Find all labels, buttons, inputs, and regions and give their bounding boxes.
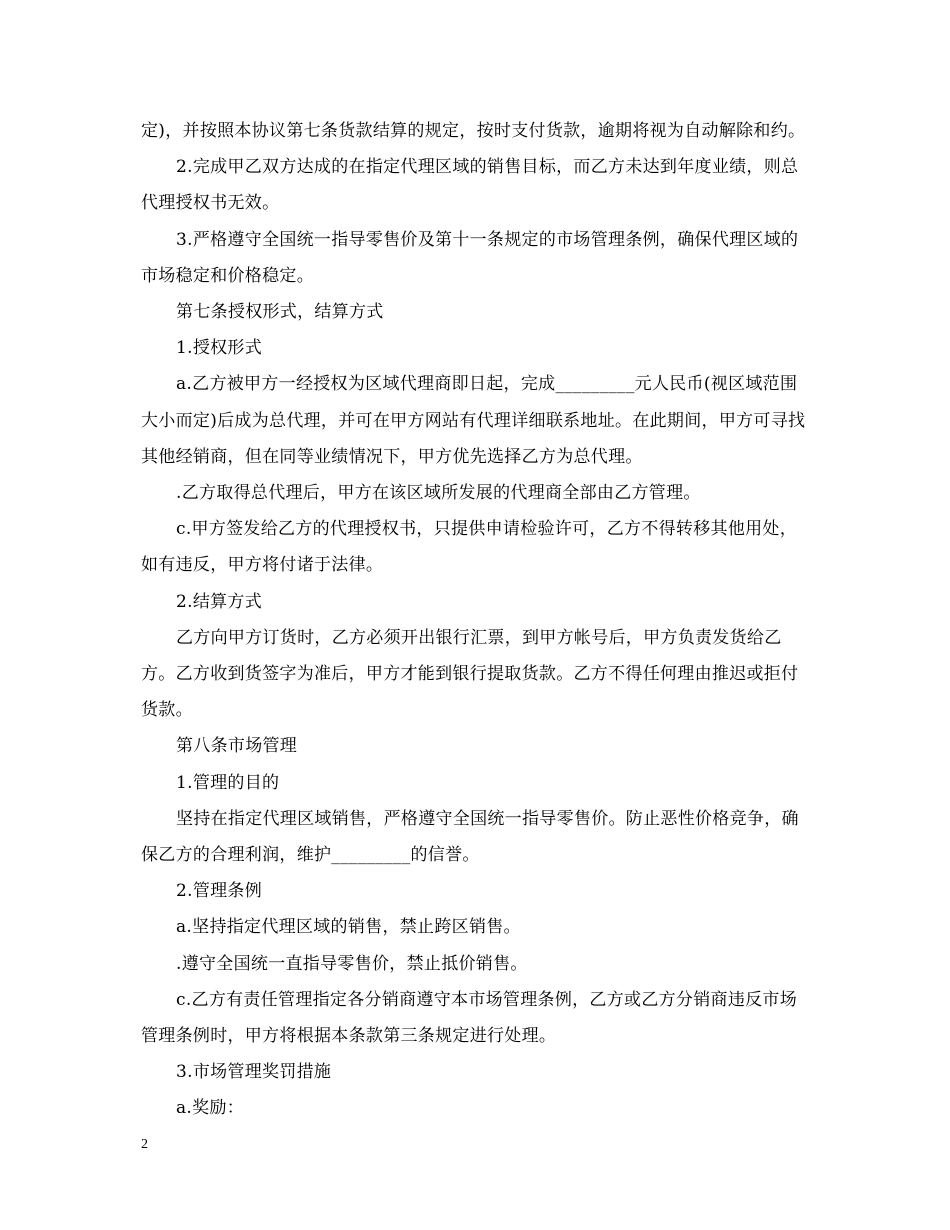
section-heading: 第七条授权形式，结算方式 xyxy=(176,302,384,323)
paragraph: c.乙方有责任管理指定各分销商遵守本市场管理条例，乙方或乙方分销商违反市场管理条例时，甲方将根据本条款第三条规定进行处理。 xyxy=(141,989,798,1047)
paragraph: 坚持在指定代理区域销售，严格遵守全国统一指导零售价。防止恶性价格竞争，确保乙方的合理利润，维护_________的信誉。 xyxy=(141,808,799,866)
paragraph: a.坚持指定代理区域的销售，禁止跨区销售。 xyxy=(176,917,521,938)
paragraph: 定)，并按照本协议第七条货款结算的规定，按时支付货款，逾期将视为自动解除和约。 xyxy=(141,121,806,141)
subsection-heading: 1.管理的目的 xyxy=(176,772,280,793)
paragraph: 2.完成甲乙双方达成的在指定代理区域的销售目标，而乙方未达到年度业绩，则总代理授权书无效。 xyxy=(141,157,799,214)
paragraph: a.乙方被甲方一经授权为区域代理商即日起，完成_________元人民币(视区域范围大小而定)后成为总代理，并可在甲方网站有代理详细联系地址。在此期间，甲方可寻找其他经销商，但在同等业绩情况下，甲方优先选择乙方为总代理。 xyxy=(141,374,806,467)
page-number: 2 xyxy=(141,1137,148,1152)
subsection-heading: 2.管理条例 xyxy=(176,881,263,902)
section-heading: 第八条市场管理 xyxy=(176,736,298,757)
paragraph: .乙方取得总代理后，甲方在该区域所发展的代理商全部由乙方管理。 xyxy=(176,483,701,504)
paragraph: a.奖励： xyxy=(176,1098,245,1119)
subsection-heading: 2.结算方式 xyxy=(176,591,263,612)
paragraph: 乙方向甲方订货时，乙方必须开出银行汇票，到甲方帐号后，甲方负责发货给乙方。乙方收到货签字为准后，甲方才能到银行提取货款。乙方不得任何理由推迟或拒付货款。 xyxy=(141,627,799,721)
subsection-heading: 1.授权形式 xyxy=(176,338,263,359)
subsection-heading: 3.市场管理奖罚措施 xyxy=(176,1062,332,1083)
paragraph: c.甲方签发给乙方的代理授权书，只提供申请检验许可，乙方不得转移其他用处，如有违反，甲方将付诸于法律。 xyxy=(141,519,798,576)
paragraph: .遵守全国统一直指导零售价，禁止抵价销售。 xyxy=(176,953,528,974)
paragraph: 3.严格遵守全国统一指导零售价及第十一条规定的市场管理条例，确保代理区域的市场稳定和价格稳定。 xyxy=(141,229,799,286)
document-body xyxy=(141,113,813,1127)
